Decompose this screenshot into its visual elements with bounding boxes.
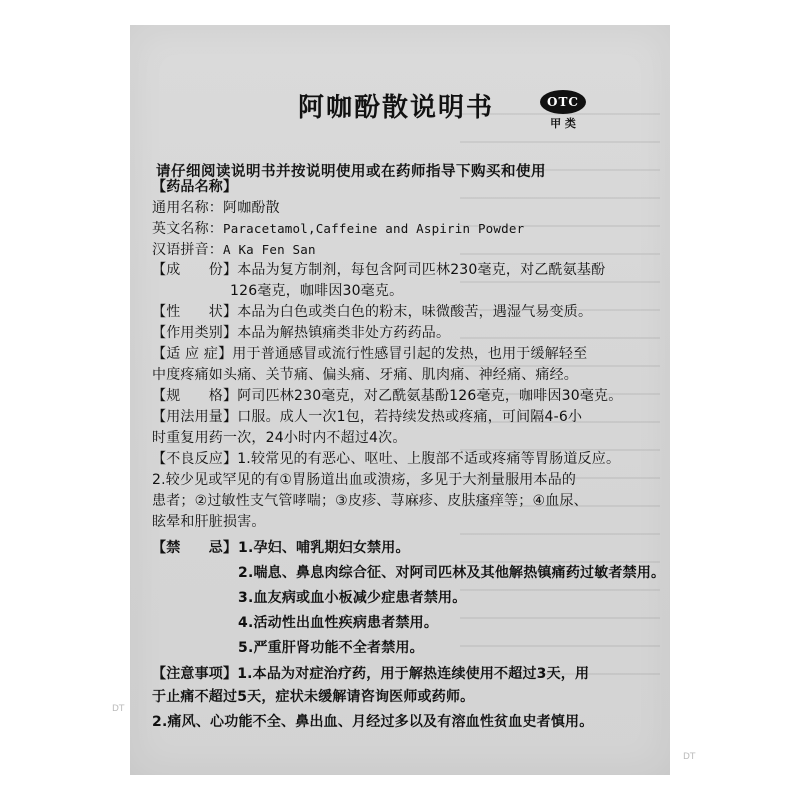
english-name-label: 英文名称： (152, 221, 223, 237)
contraindication-item: 1.孕妇、哺乳期妇女禁用。 (238, 540, 410, 556)
category: 【作用类别】本品为解热镇痛类非处方药药品。 (152, 325, 451, 341)
watermark-left: DT (112, 704, 125, 714)
pinyin-row (152, 239, 316, 259)
adverse-line-3: 患者；②过敏性支气管哮喘；③皮疹、荨麻疹、皮肤瘙痒等；④血尿、 (152, 493, 588, 509)
otc-mark (538, 90, 588, 131)
properties: 【性 状】本品为白色或类白色的粉末，味微酸苦，遇湿气易变质。 (152, 304, 593, 320)
precautions-line-1: 【注意事项】1.本品为对症治疗药，用于解热连续使用不超过3天，用 (152, 666, 590, 682)
dosage-line-1: 【用法用量】口服。成人一次1包，若持续发热或疼痛，可间隔4-6小 (152, 409, 583, 425)
instruction-leaflet (130, 25, 670, 775)
adverse-line-4: 眩晕和肝脏损害。 (152, 514, 266, 530)
contraindication-item: 5.严重肝肾功能不全者禁用。 (238, 640, 424, 656)
precautions-line-2: 于止痛不超过5天，症状未缓解请咨询医师或药师。 (152, 689, 475, 705)
otc-badge: OTC (540, 90, 586, 114)
pinyin-value: A Ka Fen San (223, 242, 316, 257)
pinyin-label: 汉语拼音： (152, 242, 223, 258)
dosage-line-2: 时重复用药一次，24小时内不超过4次。 (152, 430, 407, 446)
contraindication-item: 3.血友病或血小板减少症患者禁用。 (238, 590, 467, 606)
english-name-row (152, 218, 524, 238)
adverse-line-2: 2.较少见或罕见的有①胃肠道出血或溃疡，多见于大剂量服用本品的 (152, 472, 577, 488)
generic-name: 通用名称：阿咖酚散 (152, 200, 280, 216)
adverse-line-1: 【不良反应】1.较常见的有恶心、呕吐、上腹部不适或疼痛等胃肠道反应。 (152, 451, 621, 467)
composition-line-2: 126毫克，咖啡因30毫克。 (230, 283, 404, 299)
english-name-value: Paracetamol,Caffeine and Aspirin Powder (223, 221, 525, 236)
document-title: 阿咖酚散说明书 (298, 93, 495, 123)
watermark-right: DT (683, 752, 696, 762)
usage-notice: 请仔细阅读说明书并按说明使用或在药师指导下购买和使用 (156, 164, 546, 180)
contraindication-item: 4.活动性出血性疾病患者禁用。 (238, 615, 439, 631)
indications-line-1: 【适 应 症】用于普通感冒或流行性感冒引起的发热，也用于缓解轻至 (152, 346, 588, 362)
title-row (130, 87, 670, 137)
composition-line-1: 【成 份】本品为复方制剂，每包含阿司匹林230毫克，对乙酰氨基酚 (152, 262, 606, 278)
precautions-line-3: 2.痛风、心功能不全、鼻出血、月经过多以及有溶血性贫血史者慎用。 (152, 714, 594, 730)
otc-class: 甲 类 (550, 117, 576, 130)
drug-name-header: 【药品名称】 (152, 179, 238, 195)
indications-line-2: 中度疼痛如头痛、关节痛、偏头痛、牙痛、肌肉痛、神经痛、痛经。 (152, 367, 578, 383)
contraindications-header: 【禁 忌】 (152, 540, 238, 556)
specification: 【规 格】阿司匹林230毫克，对乙酰氨基酚126毫克，咖啡因30毫克。 (152, 388, 623, 404)
contraindication-item: 2.喘息、鼻息肉综合征、对阿司匹林及其他解热镇痛药过敏者禁用。 (238, 565, 666, 581)
